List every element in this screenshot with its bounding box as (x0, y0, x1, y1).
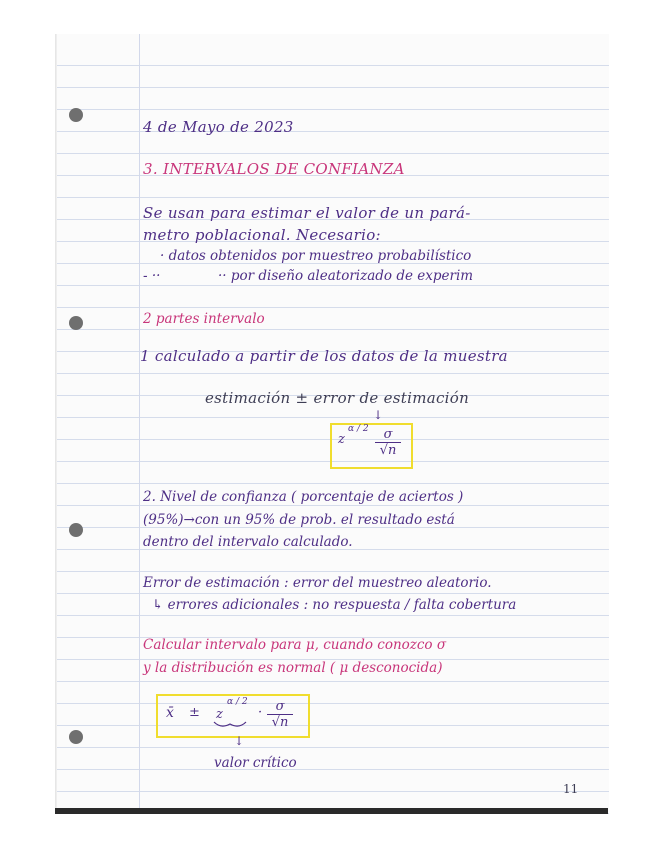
formula-1-denominator: √n (379, 443, 397, 458)
formula-2-fraction (267, 699, 293, 730)
formula-1-numerator: σ (375, 427, 401, 443)
estimate-expression: estimación ± error de estimación (205, 389, 470, 407)
formula-1-z: z (338, 432, 345, 447)
binder-hole (69, 730, 83, 744)
critical-value-label: valor crítico (214, 755, 297, 771)
margin-line (139, 34, 140, 814)
formula-2-denominator: √n (271, 715, 289, 730)
formula-2-plus-minus: ± (189, 705, 200, 720)
formula-1-alpha: α / 2 (348, 424, 369, 434)
binder-hole (69, 316, 83, 330)
parts-title: 2 partes intervalo (143, 311, 265, 327)
error-line-1: Error de estimación : error del muestreo aleatorio. (143, 575, 492, 591)
formula-1-fraction (375, 427, 401, 458)
binder-hole (69, 108, 83, 122)
calc-line-2: y la distribución es normal ( μ desconocida) (143, 660, 443, 676)
formula-2-dot: · (258, 705, 263, 720)
calc-line-1: Calcular intervalo para μ, cuando conozco σ (143, 637, 447, 653)
intro-line-2: metro poblacional. Necesario: (143, 226, 381, 244)
date-heading: 4 de Mayo de 2023 (143, 118, 294, 136)
part-1-text: 1 calculado a partir de los datos de la muestra (140, 347, 508, 365)
part-2-line-2: (95%)→con un 95% de prob. el resultado está (143, 512, 455, 528)
formula-2-xbar: x̄ (166, 705, 174, 721)
brace-icon (212, 720, 248, 730)
down-arrow-icon: ↓ (234, 734, 245, 748)
section-title: 3. INTERVALOS DE CONFIANZA (143, 160, 405, 178)
formula-2-numerator: σ (267, 699, 293, 715)
error-line-2: ↳ errores adicionales : no respuesta / falta cobertura (152, 597, 517, 613)
down-arrow-icon: ↓ (373, 408, 384, 422)
intro-line-4-marks: - ·· (143, 268, 161, 284)
intro-line-4: ·· por diseño aleatorizado de experim (218, 268, 474, 284)
page-bottom-edge (55, 808, 608, 814)
binder-hole (69, 523, 83, 537)
part-2-line-3: dentro del intervalo calculado. (143, 534, 353, 550)
intro-line-3: · datos obtenidos por muestreo probabilístico (160, 248, 472, 264)
formula-2-alpha: α / 2 (227, 697, 248, 707)
intro-line-1: Se usan para estimar el valor de un pará- (143, 204, 471, 222)
page-number: 11 (563, 782, 579, 796)
formula-2-z: z (216, 707, 223, 722)
part-2-line-1: 2. Nivel de confianza ( porcentaje de aciertos ) (143, 489, 464, 505)
